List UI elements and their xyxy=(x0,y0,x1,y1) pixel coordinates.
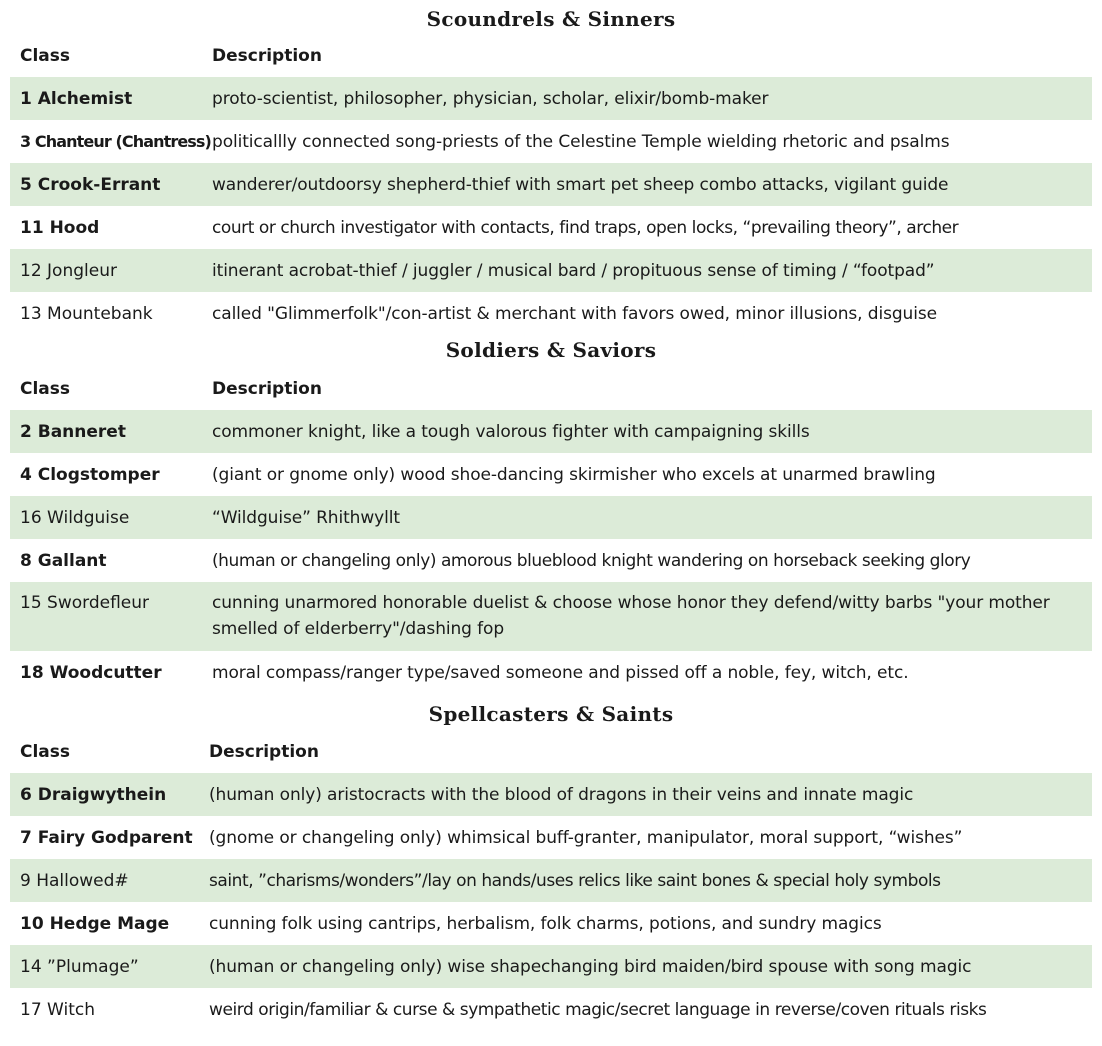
column-header-class: Class xyxy=(20,378,71,399)
section-title: Soldiers & Saviors xyxy=(445,338,657,362)
table-row xyxy=(10,816,1092,859)
table-header-row xyxy=(10,34,1092,77)
description-cell: saint, ”charisms/wonders”/lay on hands/uses relics like saint bones & special holy symbols xyxy=(199,859,1092,902)
table-row xyxy=(10,651,1092,694)
class-table xyxy=(10,730,1092,1031)
description-cell: called "Glimmerfolk"/con-artist & merchant with favors owed, minor illusions, disguise xyxy=(212,303,937,324)
section-title: Spellcasters & Saints xyxy=(428,702,674,726)
table-row xyxy=(10,582,1092,651)
class-cell: 12 Jongleur xyxy=(10,249,202,292)
table-row xyxy=(10,773,1092,816)
section-title: Scoundrels & Sinners xyxy=(426,7,676,31)
description-cell: (giant or gnome only) wood shoe-dancing skirmisher who excels at unarmed brawling xyxy=(212,464,936,485)
table-row xyxy=(10,410,1092,453)
description-cell: cunning unarmored honorable duelist & choose whose honor they defend/witty barbs "your mother smelled of elderberry"/dashing fop xyxy=(202,582,1092,651)
table-row xyxy=(10,163,1092,206)
table-row xyxy=(10,453,1092,496)
description-cell: (human only) aristocracts with the blood of dragons in their veins and innate magic xyxy=(199,773,1092,816)
description-cell: proto-scientist, philosopher, physician, scholar, elixir/bomb-maker xyxy=(202,77,1092,120)
section-soldiers xyxy=(0,335,1102,694)
table-row xyxy=(10,77,1092,120)
table-row xyxy=(10,539,1092,582)
class-cell: 17 Witch xyxy=(20,999,95,1020)
column-header-description: Description xyxy=(212,378,322,399)
class-cell: 4 Clogstomper xyxy=(20,464,160,485)
column-header-class: Class xyxy=(20,741,71,762)
table-row xyxy=(10,902,1092,945)
class-cell: 11 Hood xyxy=(20,217,100,238)
class-cell: 5 Crook-Errant xyxy=(10,163,202,206)
description-cell: (gnome or changeling only) whimsical buff-granter, manipulator, moral support, “wishes” xyxy=(209,827,963,848)
table-row xyxy=(10,496,1092,539)
description-cell: “Wildguise” Rhithwyllt xyxy=(202,496,1092,539)
class-cell: 13 Mountebank xyxy=(20,303,153,324)
section-spellcasters xyxy=(0,694,1102,1031)
table-header-row xyxy=(10,367,1092,410)
table-row xyxy=(10,120,1092,163)
table-row xyxy=(10,292,1092,335)
class-cell: 9 Hallowed# xyxy=(10,859,199,902)
class-cell: 10 Hedge Mage xyxy=(20,913,170,934)
class-cell: 8 Gallant xyxy=(20,550,107,571)
class-cell: 15 Swordefleur xyxy=(10,582,202,651)
description-cell: weird origin/familiar & curse & sympathetic magic/secret language in reverse/coven rituals risks xyxy=(209,999,987,1020)
column-header-class: Class xyxy=(20,45,71,66)
class-cell: 14 ”Plumage” xyxy=(10,945,199,988)
column-header-description: Description xyxy=(209,741,319,762)
description-cell: court or church investigator with contacts, find traps, open locks, “prevailing theory”, archer xyxy=(212,217,959,238)
class-cell: 2 Banneret xyxy=(10,410,202,453)
description-cell: moral compass/ranger type/saved someone and pissed off a noble, fey, witch, etc. xyxy=(212,662,909,683)
table-row xyxy=(10,249,1092,292)
description-cell: politicallly connected song-priests of the Celestine Temple wielding rhetoric and psalms xyxy=(212,131,950,152)
description-cell: itinerant acrobat-thief / juggler / musical bard / propituous sense of timing / “footpad” xyxy=(202,249,1092,292)
description-cell: cunning folk using cantrips, herbalism, folk charms, potions, and sundry magics xyxy=(209,913,882,934)
class-cell: 7 Fairy Godparent xyxy=(20,827,193,848)
description-cell: wanderer/outdoorsy shepherd-thief with smart pet sheep combo attacks, vigilant guide xyxy=(202,163,1092,206)
column-header-description: Description xyxy=(212,45,322,66)
table-row xyxy=(10,206,1092,249)
class-cell: 6 Draigwythein xyxy=(10,773,199,816)
class-table xyxy=(10,34,1092,335)
table-header-row xyxy=(10,730,1092,773)
table-row xyxy=(10,859,1092,902)
class-table xyxy=(10,367,1092,694)
description-cell: (human or changeling only) wise shapechanging bird maiden/bird spouse with song magic xyxy=(199,945,1092,988)
class-cell: 3 Chanteur (Chantress) xyxy=(20,131,211,151)
table-row xyxy=(10,945,1092,988)
description-cell: commoner knight, like a tough valorous fighter with campaigning skills xyxy=(202,410,1092,453)
class-cell: 16 Wildguise xyxy=(10,496,202,539)
class-cell: 18 Woodcutter xyxy=(20,662,162,683)
table-row xyxy=(10,988,1092,1031)
description-cell: (human or changeling only) amorous blueblood knight wandering on horseback seeking glory xyxy=(212,550,971,571)
class-cell: 1 Alchemist xyxy=(10,77,202,120)
section-scoundrels xyxy=(0,0,1102,335)
